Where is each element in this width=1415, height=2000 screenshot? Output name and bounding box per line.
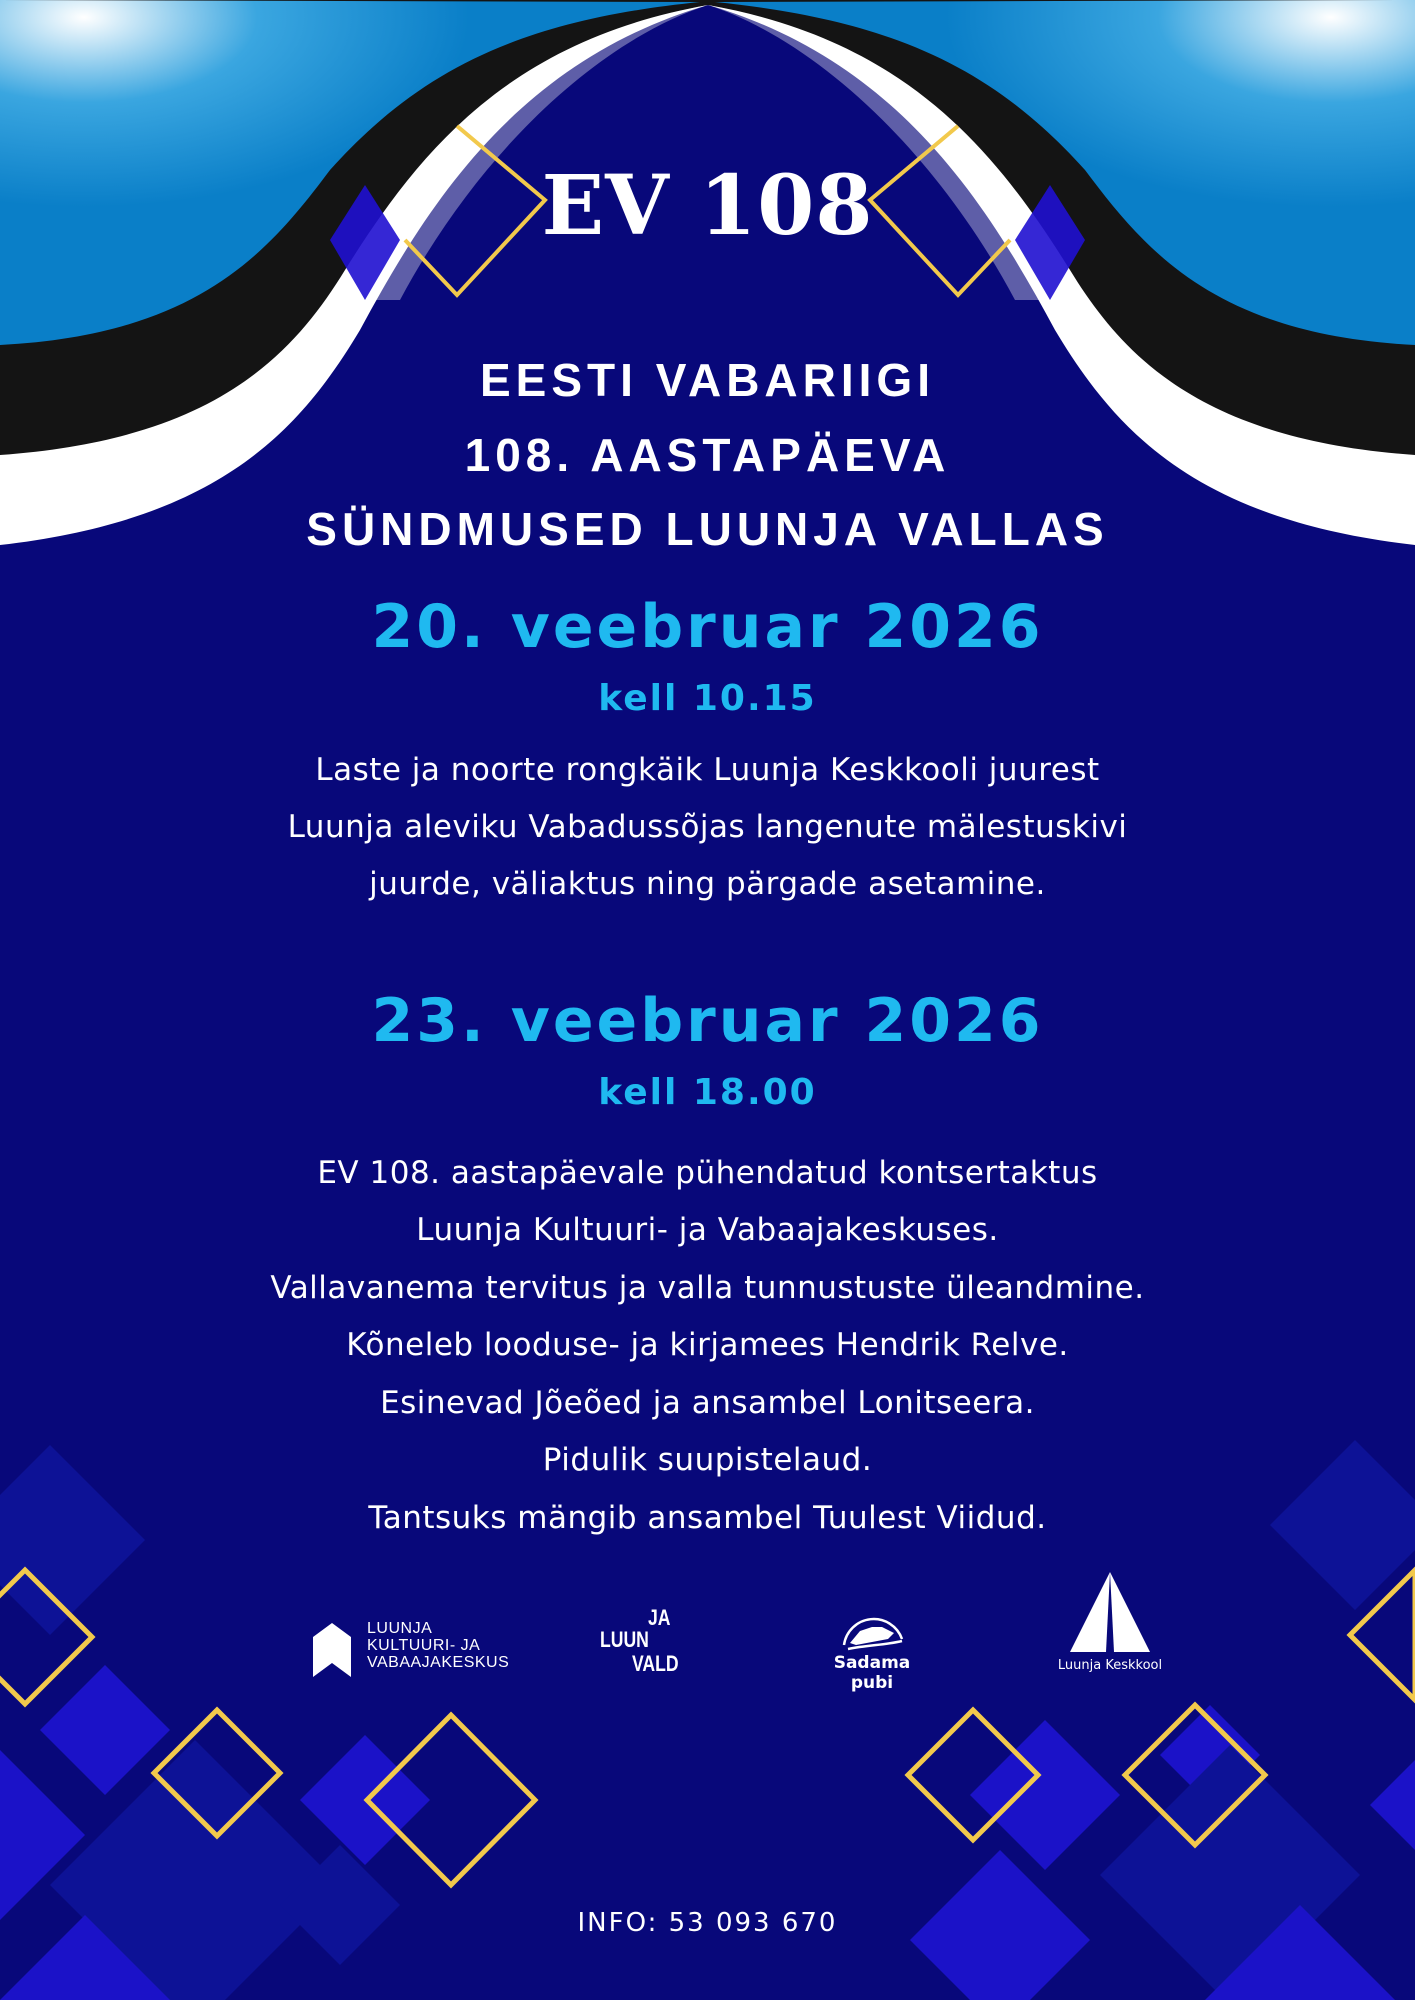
event-2-line: Vallavanema tervitus ja valla tunnustuste üleandmine. [270,1270,1145,1306]
headline-line-1: EESTI VABARIIGI [480,354,935,406]
logo-vald-left: LUUN [600,1627,649,1652]
info-phone: INFO: 53 093 670 [577,1908,838,1938]
headline-line-3: SÜNDMUSED LUUNJA VALLAS [306,503,1109,555]
headline-line-2: 108. AASTAPÄEVA [464,429,951,481]
event-1-line: Laste ja noorte rongkäik Luunja Keskkooli juurest [315,752,1100,788]
arrow-peak-icon [1070,1572,1150,1652]
logo-kultuurikeskus-line: LUUNJA [367,1620,433,1637]
logo-kultuurikeskus-line: KULTUURI- JA [367,1637,481,1654]
event-2-line: Pidulik suupistelaud. [542,1442,873,1478]
logo-kultuurikeskus [313,1620,543,1680]
event-1-line: juurde, väliaktus ning pärgade asetamine. [369,866,1046,902]
event-2-line: Esinevad Jõeõed ja ansambel Lonitseera. [380,1385,1035,1421]
event-1-date: 20. veebruar 2026 [371,592,1044,662]
event-2-line: Luunja Kultuuri- ja Vabaajakeskuses. [416,1212,999,1248]
logo-keskkool-text: Luunja Keskkool [1057,1658,1163,1673]
logo-luunja-keskkool [1045,1572,1175,1682]
event-2-date: 23. veebruar 2026 [371,986,1044,1056]
logo-sadama-text: Sadama pubi [833,1653,911,1693]
house-chevron-icon [313,1623,351,1677]
event-1-line: Luunja aleviku Vabadussõjas langenute mälestuskivi [287,809,1128,845]
logo-vald-top: JA [648,1605,671,1630]
logo-sadama-pubi [812,1605,932,1693]
event-2-time: kell 18.00 [598,1072,817,1113]
logo-vald-bottom: VALD [632,1651,679,1676]
event-2-line: Tantsuks mängib ansambel Tuulest Viidud. [368,1500,1047,1536]
poster-title: EV 108 [541,158,874,254]
yacht-icon [838,1605,908,1653]
logo-kultuurikeskus-line: VABAAJAKESKUS [367,1654,510,1671]
event-2-line: EV 108. aastapäevale pühendatud kontsertaktus [317,1155,1098,1191]
event-1-time: kell 10.15 [598,678,817,719]
logo-luunja-vald [600,1605,679,1677]
event-2-line: Kõneleb looduse- ja kirjamees Hendrik Relve. [346,1327,1069,1363]
